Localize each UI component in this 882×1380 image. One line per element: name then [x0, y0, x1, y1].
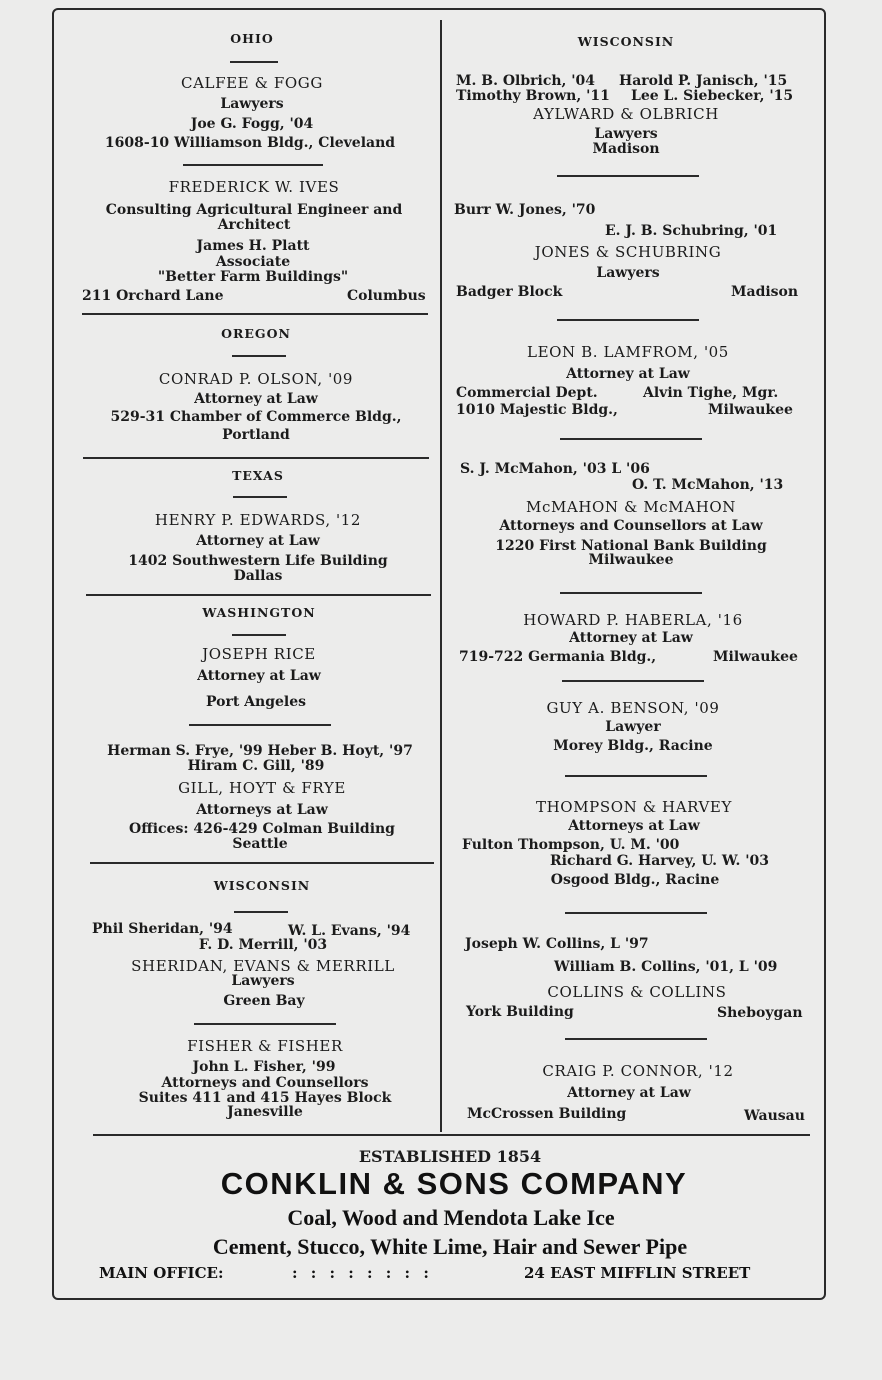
street: McCrossen Building	[467, 1106, 627, 1122]
street: Badger Block	[456, 284, 563, 300]
city: Sheboygan	[717, 1005, 803, 1021]
divider	[565, 775, 707, 777]
partner: William B. Collins, '01, L '09	[554, 959, 778, 975]
manager: Alvin Tighe, Mgr.	[643, 385, 779, 401]
address: Offices: 426-429 Colman Building	[129, 821, 395, 837]
section-rule	[90, 862, 434, 864]
state-heading-ohio: OHIO	[230, 31, 274, 46]
street: 211 Orchard Lane	[82, 288, 224, 304]
address: Morey Bldg., Racine	[553, 738, 713, 754]
partner: Richard G. Harvey, U. W. '03	[550, 853, 769, 869]
partner: S. J. McMahon, '03 L '06	[460, 461, 650, 477]
address: 1402 Southwestern Life Building	[128, 553, 388, 569]
role: Attorney at Law	[197, 668, 321, 684]
company-name: CONKLIN & SONS COMPANY	[220, 1166, 688, 1201]
role: Lawyer	[605, 719, 661, 735]
associate-label: Associate	[215, 254, 291, 270]
partner: W. L. Evans, '94	[288, 923, 411, 939]
address: 1608-10 Williamson Bldg., Cleveland	[104, 135, 396, 151]
role: Lawyers	[596, 265, 660, 281]
firm-name: McMAHON & McMAHON	[526, 498, 736, 516]
person-name: CONRAD P. OLSON, '09	[158, 370, 354, 388]
partner: Harold P. Janisch, '15	[619, 73, 788, 89]
city: Milwaukee	[588, 552, 674, 568]
person: John L. Fisher, '99	[192, 1059, 336, 1075]
state-heading-wisconsin: WISCONSIN	[213, 878, 311, 893]
city: Portland	[222, 427, 290, 443]
person-name: LEON B. LAMFROM, '05	[527, 343, 729, 361]
section-rule	[86, 594, 431, 596]
role: Lawyers	[231, 973, 295, 989]
product-line-2: Cement, Stucco, White Lime, Hair and Sewer Pipe	[212, 1234, 688, 1259]
ad-top-rule	[93, 1134, 810, 1136]
role: Attorney at Law	[196, 533, 320, 549]
partner: Phil Sheridan, '94	[92, 921, 233, 937]
divider	[557, 319, 699, 321]
partner: Fulton Thompson, U. M. '00	[462, 837, 680, 853]
partners: Hiram C. Gill, '89	[187, 758, 325, 774]
divider	[183, 164, 323, 166]
person-name: HOWARD P. HABERLA, '16	[523, 611, 743, 629]
leader-dots: : : : : : : : :	[292, 1264, 433, 1282]
role: Attorneys and Counsellors	[161, 1075, 369, 1091]
city: Milwaukee	[713, 649, 798, 665]
address: Osgood Bldg., Racine	[550, 872, 720, 888]
partners: Herman S. Frye, '99 Heber B. Hoyt, '97	[107, 743, 413, 759]
firm-name: AYLWARD & OLBRICH	[533, 105, 719, 123]
state-heading-washington: WASHINGTON	[202, 605, 316, 620]
partner: Lee L. Siebecker, '15	[631, 88, 794, 104]
partner: Burr W. Jones, '70	[454, 202, 596, 218]
firm-name: GILL, HOYT & FRYE	[178, 779, 346, 797]
city: Milwaukee	[708, 402, 793, 418]
column-divider	[440, 20, 442, 1132]
role: Attorney at Law	[566, 366, 690, 382]
person-name: CRAIG P. CONNOR, '12	[542, 1062, 734, 1080]
address: 529-31 Chamber of Commerce Bldg.,	[110, 409, 402, 425]
address: 1010 Majestic Bldg.,	[456, 402, 618, 418]
divider	[194, 1023, 336, 1025]
firm-name: CALFEE & FOGG	[181, 74, 323, 92]
person: Joe G. Fogg, '04	[190, 116, 314, 132]
partner: Timothy Brown, '11	[456, 88, 610, 104]
partner: M. B. Olbrich, '04	[456, 73, 596, 89]
divider	[232, 355, 286, 357]
role: Attorney at Law	[194, 391, 318, 407]
person-name: GUY A. BENSON, '09	[546, 699, 720, 717]
divider	[565, 1038, 707, 1040]
partner: E. J. B. Schubring, '01	[605, 223, 778, 239]
description: Consulting Agricultural Engineer and	[105, 202, 403, 218]
address: 1220 First National Bank Building	[495, 538, 767, 554]
established-line: ESTABLISHED 1854	[358, 1147, 542, 1166]
divider	[189, 724, 331, 726]
partner: Joseph W. Collins, L '97	[465, 936, 649, 952]
state-heading-wisconsin: WISCONSIN	[577, 34, 675, 49]
partner: O. T. McMahon, '13	[632, 477, 784, 493]
role: Attorneys at Law	[568, 818, 700, 834]
city: Columbus	[347, 288, 426, 304]
role: Attorneys and Counsellors at Law	[499, 518, 763, 534]
divider	[562, 680, 704, 682]
role: Attorneys at Law	[196, 802, 328, 818]
person-name: JOSEPH RICE	[202, 645, 316, 663]
divider	[560, 438, 702, 440]
divider	[560, 592, 702, 594]
city: Port Angeles	[205, 694, 307, 710]
section-rule	[82, 313, 428, 315]
book-title: "Better Farm Buildings"	[157, 269, 349, 285]
department: Commercial Dept.	[456, 385, 598, 401]
partner: F. D. Merrill, '03	[198, 937, 328, 953]
divider	[234, 911, 288, 913]
description: Architect	[217, 217, 291, 233]
associate-name: James H. Platt	[196, 238, 310, 254]
firm-name: JONES & SCHUBRING	[534, 243, 722, 261]
role: Lawyers	[220, 96, 284, 112]
city: Green Bay	[223, 993, 305, 1009]
city: Wausau	[744, 1108, 805, 1124]
address: 719-722 Germania Bldg.,	[459, 649, 657, 665]
product-line-1: Coal, Wood and Mendota Lake Ice	[287, 1205, 615, 1230]
city: Madison	[731, 284, 799, 300]
main-office-label: MAIN OFFICE:	[99, 1264, 224, 1282]
city: Janesville	[227, 1104, 303, 1120]
divider	[565, 912, 707, 914]
divider	[230, 61, 278, 63]
firm-name: THOMPSON & HARVEY	[536, 798, 732, 816]
city: Seattle	[232, 836, 288, 852]
role: Attorney at Law	[567, 1085, 691, 1101]
divider	[233, 496, 287, 498]
city: Dallas	[233, 568, 283, 584]
main-office-address: 24 EAST MIFFLIN STREET	[524, 1264, 751, 1282]
state-heading-texas: TEXAS	[232, 468, 284, 483]
role: Lawyers	[594, 126, 658, 142]
firm-name: FISHER & FISHER	[187, 1037, 343, 1055]
firm-name: COLLINS & COLLINS	[547, 983, 727, 1001]
person-name: HENRY P. EDWARDS, '12	[154, 511, 362, 529]
divider	[557, 175, 699, 177]
street: York Building	[466, 1004, 574, 1020]
person-name: FREDERICK W. IVES	[168, 178, 340, 196]
role: Attorney at Law	[569, 630, 693, 646]
section-rule	[83, 457, 429, 459]
state-heading-oregon: OREGON	[221, 326, 291, 341]
firm-name: SHERIDAN, EVANS & MERRILL	[131, 957, 395, 975]
city: Madison	[592, 141, 660, 157]
divider	[232, 634, 286, 636]
address: Suites 411 and 415 Hayes Block	[138, 1090, 392, 1106]
